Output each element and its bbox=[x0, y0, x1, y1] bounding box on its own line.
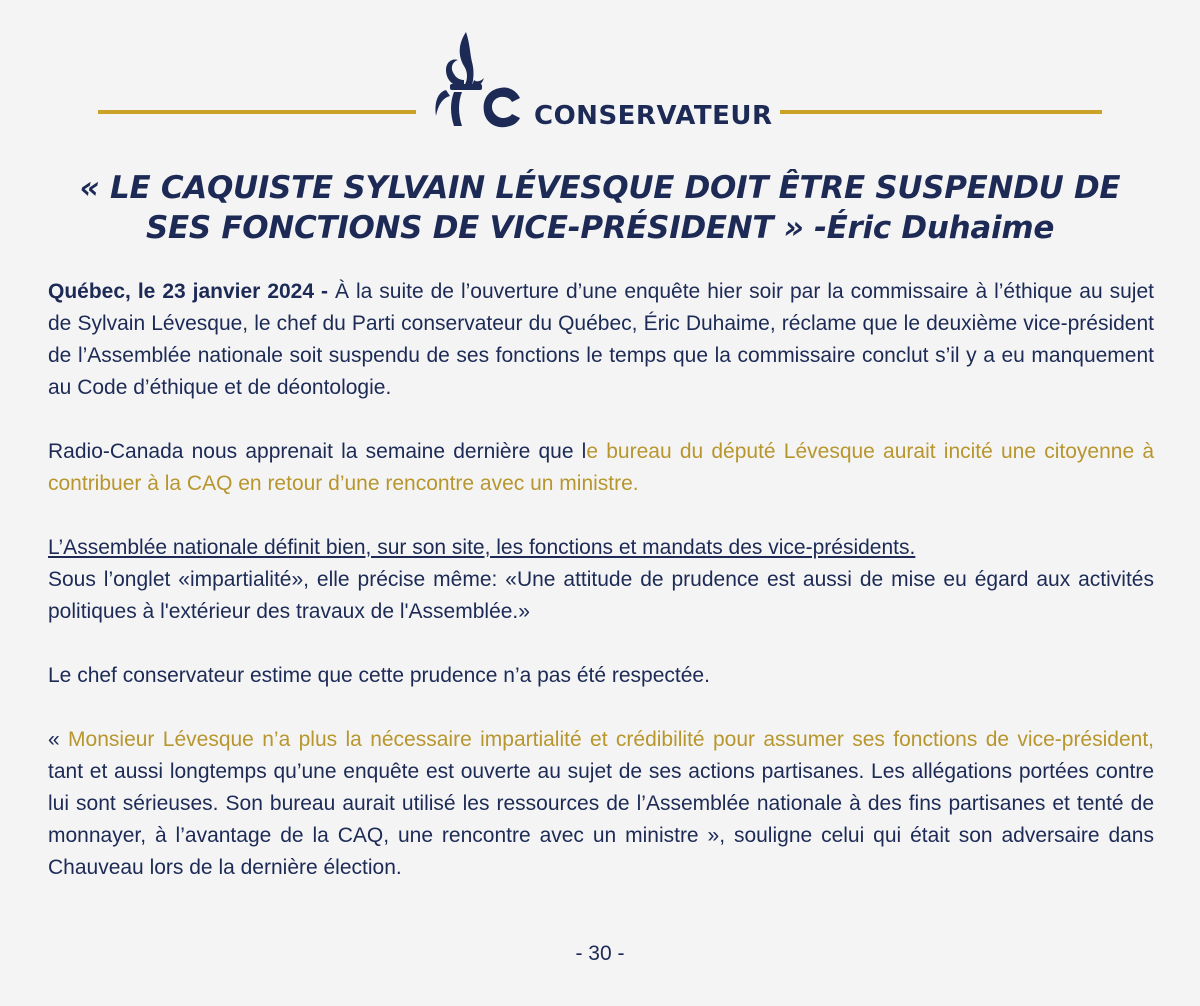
quote-rest: tant et aussi longtemps qu’une enquête est ouverte au sujet de ses actions partisanes. Les allégations portées contre lui sont sérieuses. Son bureau aurait utilisé les ressources de l’Assemblée nationale à des fins partisanes et tenté de monnayer, à l’avantage de la CAQ, une rencontre avec un ministre », souligne celui qui était son adversaire dans Chauveau lors de la dernière élection. bbox=[48, 760, 1154, 879]
headline-line-2 bbox=[0, 208, 1200, 248]
header bbox=[0, 30, 1200, 140]
left-gold-rule bbox=[98, 110, 416, 114]
assemblee-link[interactable]: L’Assemblée nationale définit bien, sur son site, les fonctions et mandats des vice-présidents. bbox=[48, 536, 916, 559]
right-gold-rule bbox=[780, 110, 1102, 114]
paragraph-quote bbox=[48, 724, 1154, 884]
quote-open: « bbox=[48, 728, 69, 751]
paragraph-intro-text: À la suite de l’ouverture d’une enquête hier soir par la commissaire à l’éthique au sujet de Sylvain Lévesque, le chef du Parti conservateur du Québec, Éric Duhaime, réclame que le deuxième vice-président de l’Assemblée nationale soit suspendu de ses fonctions le temps que la commissaire conclut s’il y a eu manquement au Code d’éthique et de déontologie. bbox=[48, 280, 1154, 399]
paragraph-prudence: Le chef conservateur estime que cette prudence n’a pas été respectée. bbox=[48, 664, 710, 687]
paragraph-radio-canada-text: Radio-Canada nous apprenait la semaine dernière que l bbox=[48, 440, 587, 463]
page-number: - 30 - bbox=[575, 942, 625, 965]
headline-line-2-main: SES FONCTIONS DE VICE-PRÉSIDENT » bbox=[145, 210, 815, 246]
fleur-de-lis-c-logo-icon bbox=[428, 30, 524, 130]
paragraph-assemblee bbox=[48, 532, 1154, 628]
headline bbox=[0, 168, 1200, 248]
quote-highlight: Monsieur Lévesque n’a plus la nécessaire impartialité et crédibilité pour assumer ses fonctions de vice-président, bbox=[68, 728, 1154, 751]
press-release-body bbox=[48, 276, 1154, 884]
headline-line-1: « LE CAQUISTE SYLVAIN LÉVESQUE DOIT ÊTRE SUSPENDU DE bbox=[79, 170, 1121, 206]
headline-author: -Éric Duhaime bbox=[814, 210, 1055, 246]
brand-name: CONSERVATEUR bbox=[534, 101, 773, 131]
dateline: Québec, le 23 janvier 2024 - bbox=[48, 280, 329, 303]
paragraph-assemblee-text: Sous l’onglet «impartialité», elle précise même: «Une attitude de prudence est aussi de mise eu égard aux activités politiques à l'extérieur des travaux de l'Assemblée.» bbox=[48, 568, 1154, 623]
radio-canada-link[interactable]: e bureau du député Lévesque aurait incité une citoyenne à contribuer à la CAQ en retour d’une rencontre avec un ministre. bbox=[48, 440, 1154, 495]
paragraph-intro bbox=[48, 276, 1154, 404]
paragraph-radio-canada bbox=[48, 436, 1154, 500]
